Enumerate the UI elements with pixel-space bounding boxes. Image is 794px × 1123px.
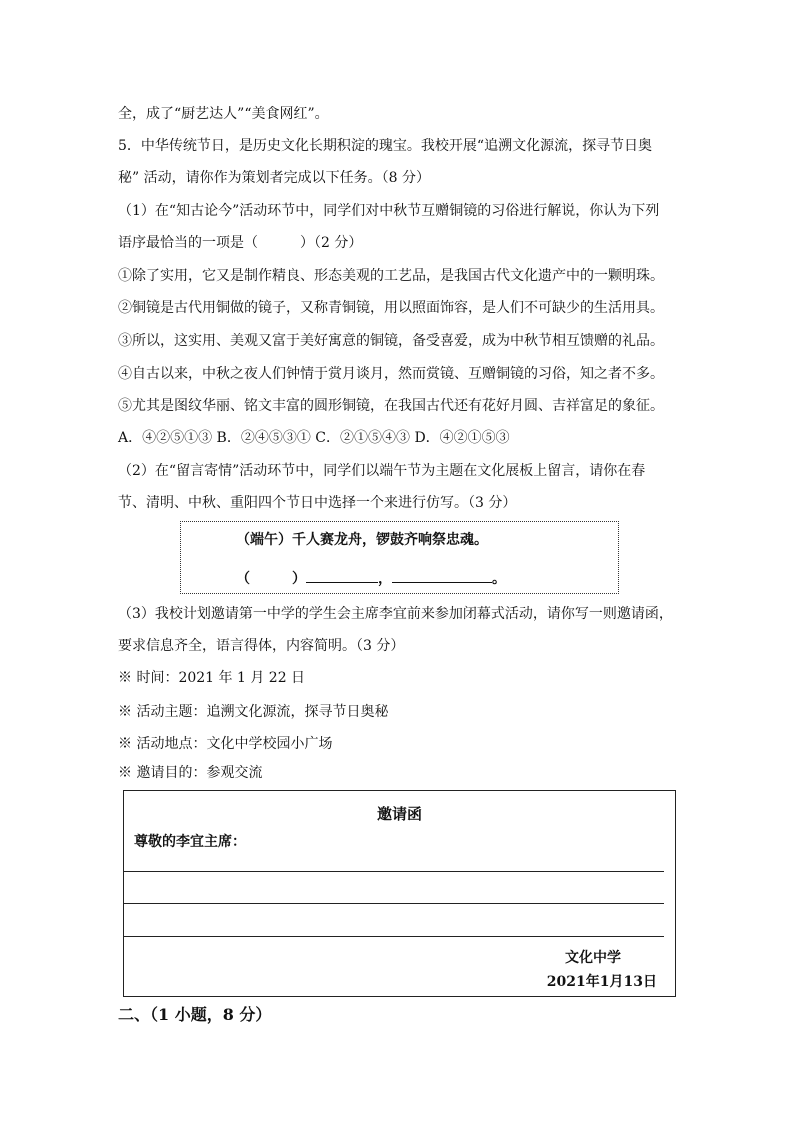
info-location: ※ 活动地点：文化中学校园小广场 (118, 736, 333, 752)
question-5-stem: 5．中华传统节日，是历史文化长期积淀的瑰宝。我校开展“追溯文化源流，探寻节日奥 (118, 138, 653, 154)
sentence-5: ⑤尤其是图纹华丽、铭文丰富的圆形铜镜，在我国古代还有花好月圆、吉祥富足的象征。 (118, 398, 664, 414)
period: 。 (492, 571, 506, 587)
answer-blank-2[interactable] (392, 568, 492, 583)
section-heading: 二、（1 小题，8 分） (118, 1005, 272, 1024)
subquestion-2: （2）在“留言寄情”活动环节中，同学们以端午节为主题在文化展板上留言，请你在春 (118, 463, 646, 479)
festival-blank[interactable]: （ ） (236, 571, 306, 587)
text-line: 要求信息齐全，语言得体，内容简明。（3 分） (118, 638, 405, 654)
comma: ， (378, 571, 392, 587)
writing-line[interactable] (124, 903, 664, 904)
invitation-box (123, 790, 676, 997)
subquestion-1: （1）在“知古论今”活动环节中，同学们对中秋节互赠铜镜的习俗进行解说，你认为下列 (118, 203, 660, 219)
writing-line[interactable] (124, 936, 664, 937)
invitation-salutation: 尊敬的李宜主席： (134, 834, 246, 850)
imitation-box (180, 521, 619, 594)
sentence-3: ③所以，这实用、美观又富于美好寓意的铜镜，备受喜爱，成为中秋节相互馈赠的礼品。 (118, 333, 664, 349)
info-purpose: ※ 邀请目的：参观交流 (118, 765, 263, 781)
imitation-answer-row (236, 568, 506, 588)
sentence-4: ④自古以来，中秋之夜人们钟情于赏月谈月，然而赏镜、互赠铜镜的习俗，知之者不多。 (118, 366, 664, 382)
imitation-example: （端午）千人赛龙舟，锣鼓齐响祭忠魂。 (236, 532, 488, 548)
sentence-2: ②铜镜是古代用铜做的镜子，又称青铜镜，用以照面饰容，是人们不可缺少的生活用具。 (118, 300, 664, 316)
invitation-date: 2021年1月13日 (546, 974, 657, 990)
answer-blank-1[interactable] (306, 568, 378, 583)
info-time: ※ 时间：2021 年 1 月 22 日 (118, 670, 306, 686)
subquestion-3: （3）我校计划邀请第一中学的学生会主席李宜前来参加闭幕式活动，请你写一则邀请函， (118, 606, 673, 622)
text-line: 秘” 活动，请你作为策划者完成以下任务。（8 分） (118, 170, 430, 186)
invitation-title: 邀请函 (376, 805, 422, 823)
invitation-signature: 文化中学 (565, 950, 621, 966)
info-theme: ※ 活动主题：追溯文化源流，探寻节日奥秘 (118, 704, 389, 720)
text-line: 语序最恰当的一项是（ ）（2 分） (118, 235, 363, 251)
sentence-1: ①除了实用，它又是制作精良、形态美观的工艺品，是我国古代文化遗产中的一颗明珠。 (118, 268, 664, 284)
text-line: 节、清明、中秋、重阳四个节日中选择一个来进行仿写。（3 分） (118, 495, 517, 511)
answer-options: A．④②⑤①③ B．②④⑤③① C．②①⑤④③ D．④②①⑤③ (118, 430, 510, 446)
writing-line[interactable] (124, 871, 664, 872)
text-line: 全，成了“厨艺达人”“美食网红”。 (118, 106, 329, 122)
